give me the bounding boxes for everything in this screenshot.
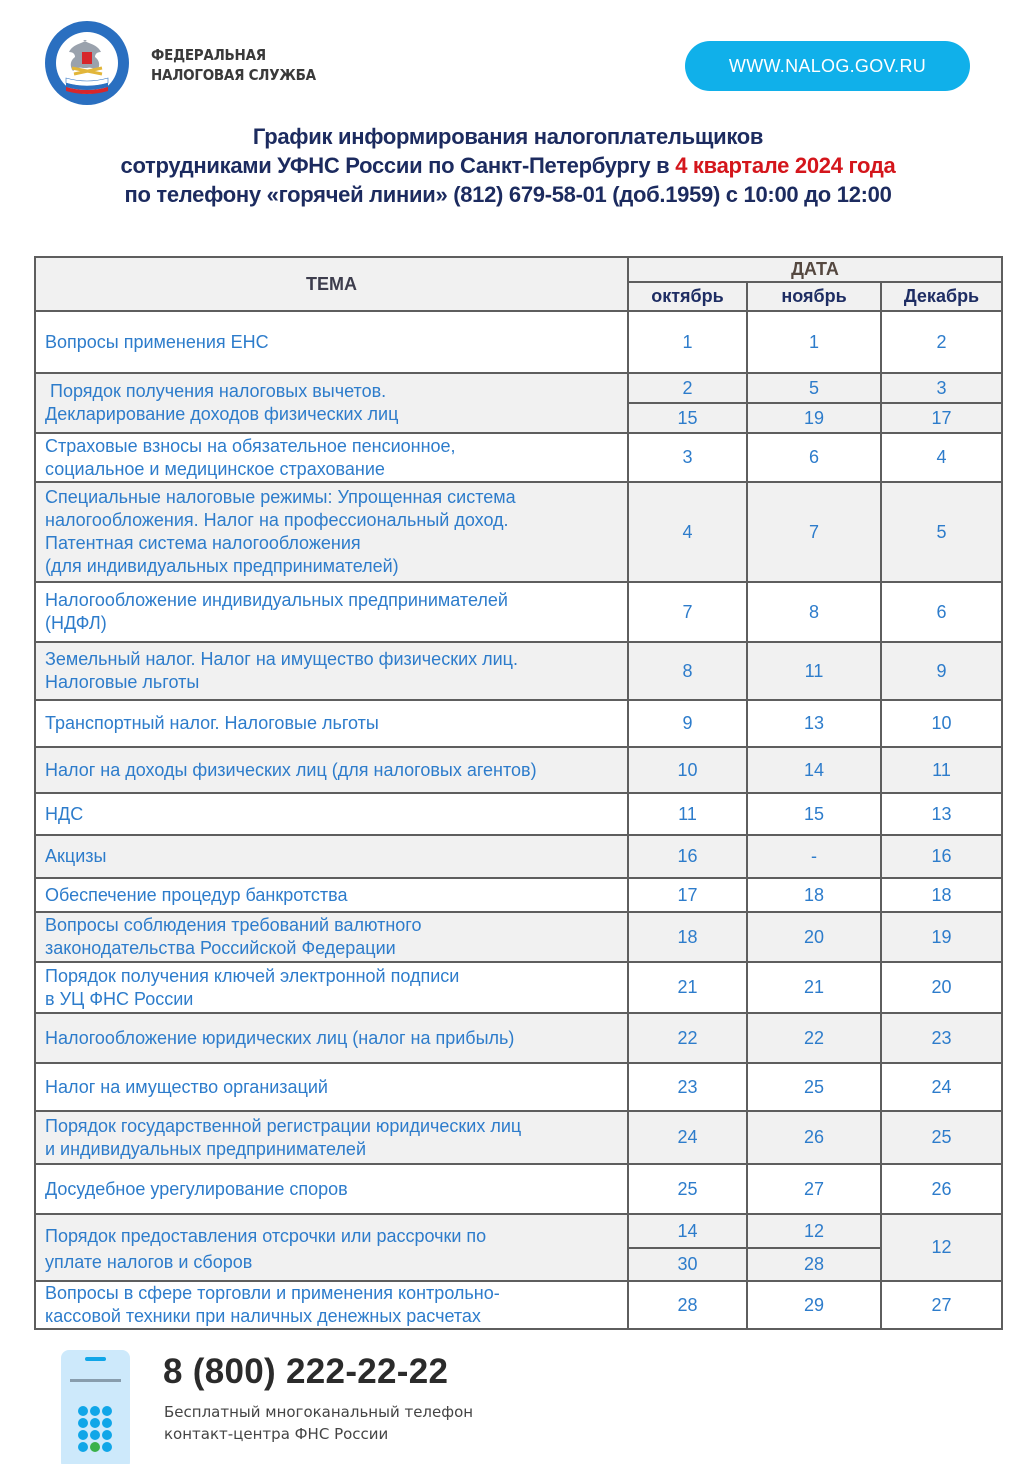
december-date: 5 <box>881 482 1002 582</box>
organization-name <box>151 45 316 85</box>
topic-line: в УЦ ФНС России <box>45 988 194 1009</box>
november-date: 27 <box>747 1164 881 1214</box>
table-row <box>35 373 1002 403</box>
table-row <box>35 700 1002 747</box>
table-row <box>35 962 1002 1013</box>
topic-line: законодательства Российской Федерации <box>45 938 396 958</box>
november-date: 26 <box>747 1111 881 1164</box>
october-date: 23 <box>628 1063 747 1111</box>
october-date: 16 <box>628 835 747 878</box>
december-date-2: 17 <box>881 403 1002 433</box>
october-date: 14 <box>628 1214 747 1248</box>
topic-line: Порядок получения ключей электронной подписи <box>45 965 460 986</box>
december-date: 20 <box>881 962 1002 1013</box>
topic-line: Страховые взносы на обязательное пенсионное, <box>45 435 456 456</box>
november-date: 1 <box>747 311 881 373</box>
column-header-topic: ТЕМА <box>35 257 628 311</box>
november-date: 12 <box>747 1214 881 1248</box>
topic-cell <box>35 962 628 1013</box>
topic-line: Порядок получения налоговых вычетов. <box>45 381 387 401</box>
hotline-desc-line1: Бесплатный многоканальный телефон <box>164 1403 474 1421</box>
topic-line: Порядок государственной регистрации юридических лиц <box>45 1115 522 1136</box>
table-row <box>35 311 1002 373</box>
december-date: 24 <box>881 1063 1002 1111</box>
topic-line: Налогообложение индивидуальных предпринимателей <box>45 590 508 610</box>
column-header-november: ноябрь <box>747 282 881 311</box>
topic-cell <box>35 642 628 700</box>
december-date: 25 <box>881 1111 1002 1164</box>
december-date: 13 <box>881 793 1002 835</box>
topic-cell: Досудебное урегулирование споров <box>35 1164 628 1214</box>
org-name-line2: НАЛОГОВАЯ СЛУЖБА <box>151 66 316 84</box>
november-date: 22 <box>747 1013 881 1063</box>
topic-cell <box>35 1111 628 1164</box>
topic-line: социальное и медицинское страхование <box>45 458 385 479</box>
table-row <box>35 482 1002 582</box>
topic-cell <box>35 482 628 582</box>
october-date: 3 <box>628 433 747 482</box>
december-date: 18 <box>881 878 1002 912</box>
topic-line: Специальные налоговые режимы: Упрощенная система <box>45 487 516 507</box>
table-row <box>35 1111 1002 1164</box>
november-date: 25 <box>747 1063 881 1111</box>
topic-cell: Налогообложение юридических лиц (налог на прибыль) <box>35 1013 628 1063</box>
topic-cell <box>35 373 628 433</box>
table-row <box>35 1214 1002 1248</box>
december-date: 10 <box>881 700 1002 747</box>
table-row <box>35 433 1002 482</box>
table-row <box>35 1281 1002 1329</box>
november-date: 5 <box>747 373 881 403</box>
table-row <box>35 1013 1002 1063</box>
topic-line: Патентная система налогообложения <box>45 533 361 553</box>
table-row <box>35 1063 1002 1111</box>
hotline-desc-line2: контакт-центра ФНС России <box>164 1425 389 1443</box>
october-date: 1 <box>628 311 747 373</box>
november-date: 11 <box>747 642 881 700</box>
title-quarter-highlight: 4 квартале 2024 года <box>675 153 896 178</box>
december-date: 3 <box>881 373 1002 403</box>
november-date: 7 <box>747 482 881 582</box>
november-date: 20 <box>747 912 881 962</box>
hotline-number: 8 (800) 222-22-22 <box>163 1352 449 1391</box>
october-date: 18 <box>628 912 747 962</box>
title-line3: по телефону «горячей линии» (812) 679-58-01 (доб.1959) с 10:00 до 12:00 <box>124 182 892 207</box>
october-date: 24 <box>628 1111 747 1164</box>
topic-line: Вопросы соблюдения требований валютного <box>45 915 422 935</box>
table-row <box>35 747 1002 793</box>
december-date: 12 <box>881 1214 1002 1281</box>
november-date: 13 <box>747 700 881 747</box>
topic-cell <box>35 433 628 482</box>
topic-cell: Акцизы <box>35 835 628 878</box>
website-link-button[interactable]: WWW.NALOG.GOV.RU <box>685 41 970 91</box>
december-date: 6 <box>881 582 1002 642</box>
december-date: 11 <box>881 747 1002 793</box>
october-date-2: 30 <box>628 1248 747 1281</box>
topic-line: (для индивидуальных предпринимателей) <box>45 556 399 576</box>
table-row <box>35 642 1002 700</box>
topic-cell <box>35 1214 628 1281</box>
topic-line: налогообложения. Налог на профессиональный доход. <box>45 510 509 530</box>
november-date-2: 19 <box>747 403 881 433</box>
december-date: 2 <box>881 311 1002 373</box>
november-date: 29 <box>747 1281 881 1329</box>
topic-cell: Вопросы применения ЕНС <box>35 311 628 373</box>
topic-cell <box>35 1281 628 1329</box>
october-date: 8 <box>628 642 747 700</box>
november-date: 15 <box>747 793 881 835</box>
topic-cell: Налог на доходы физических лиц (для налоговых агентов) <box>35 747 628 793</box>
topic-line: Декларирование доходов физических лиц <box>45 404 399 424</box>
october-date: 9 <box>628 700 747 747</box>
october-date: 17 <box>628 878 747 912</box>
title-line1: График информирования налогоплательщиков <box>252 124 764 149</box>
hotline-description <box>164 1401 473 1445</box>
october-date-2: 15 <box>628 403 747 433</box>
page-title <box>0 122 1016 209</box>
october-date: 22 <box>628 1013 747 1063</box>
november-date: 8 <box>747 582 881 642</box>
december-date: 4 <box>881 433 1002 482</box>
december-date: 9 <box>881 642 1002 700</box>
october-date: 25 <box>628 1164 747 1214</box>
topic-cell <box>35 912 628 962</box>
column-header-december: Декабрь <box>881 282 1002 311</box>
october-date: 28 <box>628 1281 747 1329</box>
topic-cell: Обеспечение процедур банкротства <box>35 878 628 912</box>
topic-cell: Транспортный налог. Налоговые льготы <box>35 700 628 747</box>
title-line2 <box>0 151 1016 180</box>
october-date: 10 <box>628 747 747 793</box>
december-date: 27 <box>881 1281 1002 1329</box>
column-header-date: ДАТА <box>628 257 1002 282</box>
topic-cell: Налог на имущество организаций <box>35 1063 628 1111</box>
title-line2-text: сотрудниками УФНС России по Санкт-Петербургу в <box>120 153 676 178</box>
october-date: 11 <box>628 793 747 835</box>
november-date: 18 <box>747 878 881 912</box>
topic-line: Налоговые льготы <box>45 672 200 692</box>
topic-line: Земельный налог. Налог на имущество физических лиц. <box>45 649 518 669</box>
topic-line: и индивидуальных предпринимателей <box>45 1138 366 1159</box>
topic-line: Порядок предоставления отсрочки или рассрочки по <box>45 1225 487 1246</box>
fns-emblem-icon <box>44 20 130 106</box>
november-date: 21 <box>747 962 881 1013</box>
december-date: 26 <box>881 1164 1002 1214</box>
topic-line: кассовой техники при наличных денежных расчетах <box>45 1306 481 1326</box>
topic-cell: НДС <box>35 793 628 835</box>
topic-line: уплате налогов и сборов <box>45 1251 253 1272</box>
november-date: 6 <box>747 433 881 482</box>
november-date-2: 28 <box>747 1248 881 1281</box>
column-header-october: октябрь <box>628 282 747 311</box>
november-date: - <box>747 835 881 878</box>
table-row <box>35 878 1002 912</box>
december-date: 19 <box>881 912 1002 962</box>
table-header-row <box>35 257 1002 282</box>
table-row <box>35 835 1002 878</box>
table-row <box>35 1164 1002 1214</box>
org-name-line1: ФЕДЕРАЛЬНАЯ <box>151 46 266 64</box>
topic-line: (НДФЛ) <box>45 613 107 633</box>
december-date: 16 <box>881 835 1002 878</box>
december-date: 23 <box>881 1013 1002 1063</box>
table-row <box>35 793 1002 835</box>
schedule-table <box>34 256 1003 1330</box>
october-date: 2 <box>628 373 747 403</box>
november-date: 14 <box>747 747 881 793</box>
mobile-phone-icon <box>61 1350 130 1464</box>
table-row <box>35 912 1002 962</box>
topic-line: Вопросы в сфере торговли и применения контрольно- <box>45 1283 500 1303</box>
table-row <box>35 582 1002 642</box>
october-date: 4 <box>628 482 747 582</box>
october-date: 21 <box>628 962 747 1013</box>
topic-cell <box>35 582 628 642</box>
october-date: 7 <box>628 582 747 642</box>
